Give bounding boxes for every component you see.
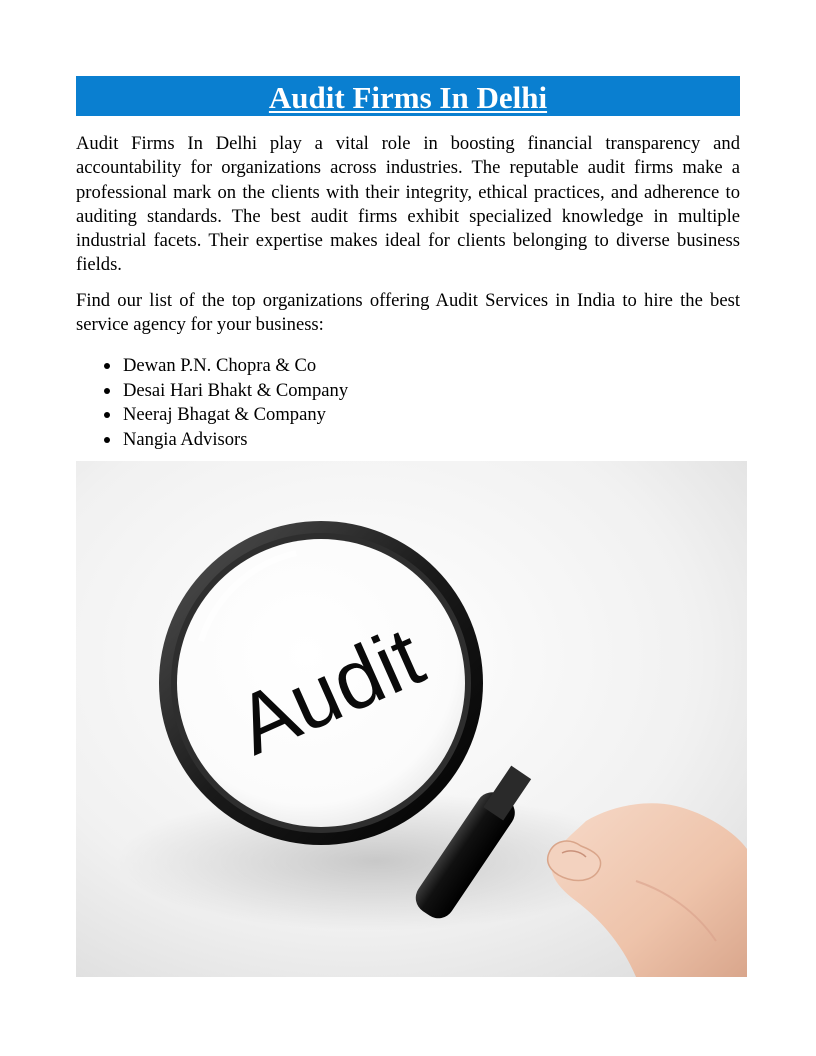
title-banner — [76, 76, 740, 116]
magnifying-glass-icon — [76, 461, 747, 977]
intro-paragraph: Audit Firms In Delhi play a vital role in boosting financial transparency and accountability for organizations across industries. The reputable audit firms make a professional mark on the clients with their integrity, ethical practices, and adherence to auditing standards. The best audit firms exhibit specialized knowledge in multiple industrial facets. Their expertise makes ideal for clients belonging to diverse business fields. — [76, 133, 740, 276]
bullet-icon — [104, 412, 110, 418]
lens-text: Audit — [223, 608, 437, 773]
firm-name: Desai Hari Bhakt & Company — [123, 379, 349, 401]
bullet-icon — [104, 437, 110, 443]
list-item — [98, 379, 348, 404]
list-item — [98, 354, 348, 379]
list-item — [98, 428, 348, 453]
firm-list — [98, 354, 348, 452]
firm-name: Dewan P.N. Chopra & Co — [123, 355, 317, 376]
bullet-icon — [104, 388, 110, 394]
firm-name: Nangia Advisors — [123, 428, 248, 450]
list-intro-paragraph: Find our list of the top organizations offering Audit Services in India to hire the best service agency for your business: — [76, 290, 740, 336]
magnifier-photo — [76, 461, 747, 977]
firm-name: Neeraj Bhagat & Company — [123, 404, 326, 425]
page-title: Audit Firms In Delhi — [268, 79, 548, 115]
list-item — [98, 403, 348, 428]
bullet-icon — [104, 363, 110, 369]
